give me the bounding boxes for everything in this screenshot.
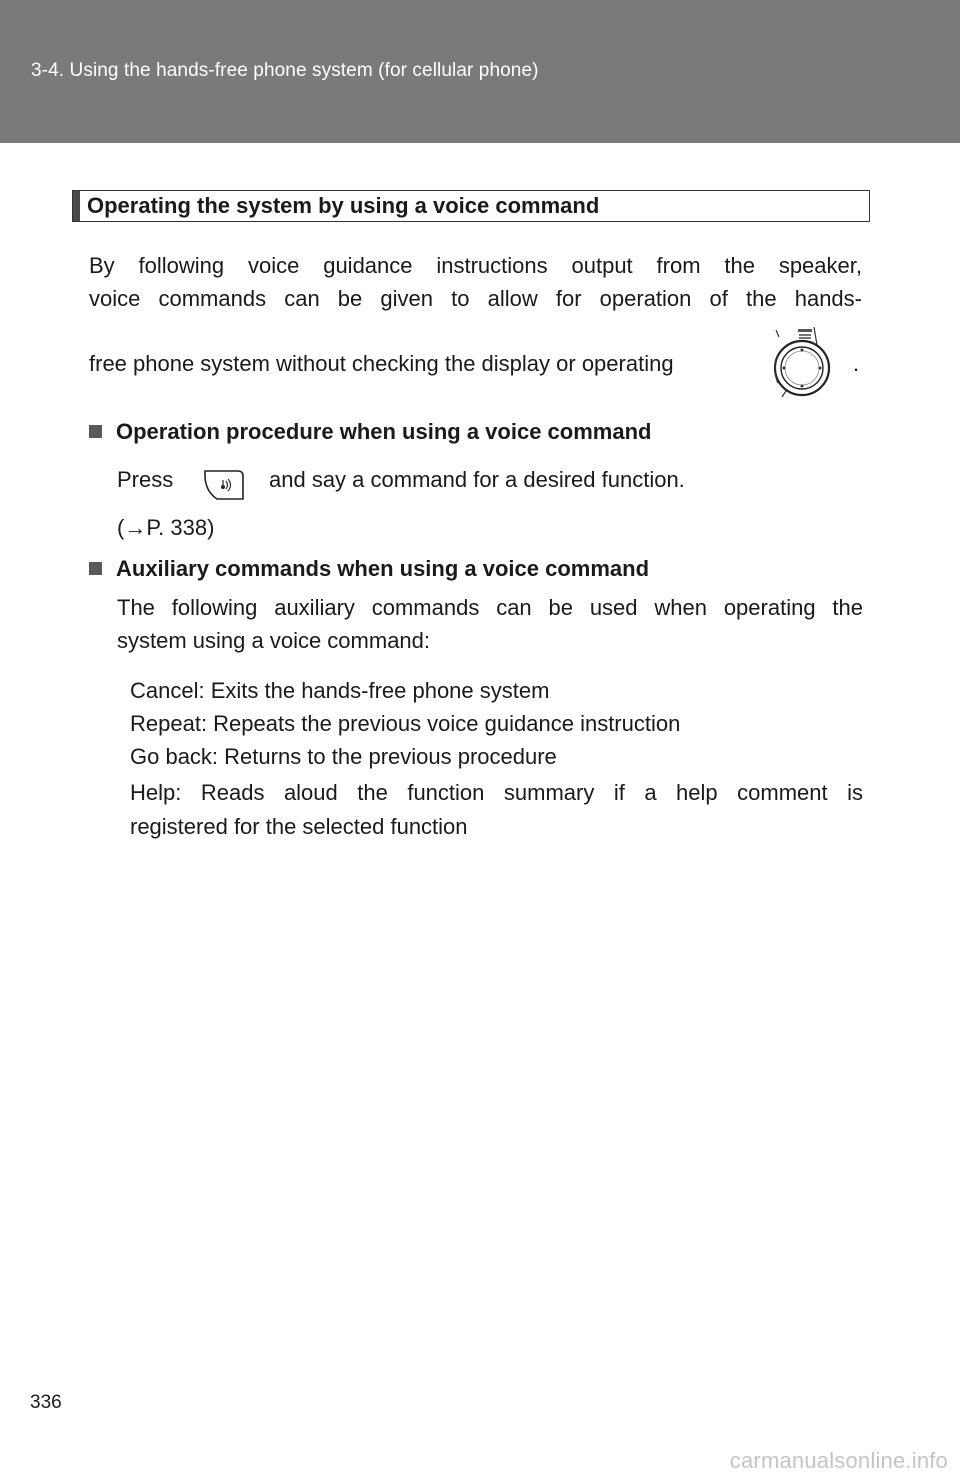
command-item-help-line-1: Help: Reads aloud the function summary if a help comment is: [130, 780, 863, 805]
command-item-go-back: Go back: Returns to the previous procedure: [130, 744, 557, 769]
press-instruction: and say a command for a desired function.: [269, 467, 685, 492]
page-reference: (→P. 338): [117, 515, 215, 540]
control-knob-icon: [772, 323, 834, 406]
square-bullet-icon: [89, 562, 102, 575]
press-label: Press: [117, 467, 174, 492]
intro-line-1: By following voice guidance instructions output from the speaker,: [89, 253, 862, 278]
section-title-box: [72, 190, 870, 222]
auxiliary-desc-line-1: The following auxiliary commands can be used when operating the: [117, 595, 863, 620]
auxiliary-desc-line-2: system using a voice command:: [117, 628, 431, 653]
intro-line-3-end: .: [853, 351, 860, 376]
intro-line-3: free phone system without checking the display or operating: [89, 351, 674, 376]
auxiliary-heading-text: Auxiliary commands when using a voice command: [116, 556, 650, 581]
command-item-repeat: Repeat: Repeats the previous voice guidance instruction: [130, 711, 681, 736]
intro-line-2: voice commands can be given to allow for operation of the hands-: [89, 286, 862, 311]
command-item-cancel: Cancel: Exits the hands-free phone system: [130, 678, 550, 703]
section-bar: [73, 191, 80, 221]
talk-switch-icon: [203, 469, 245, 506]
watermark: carmanualsonline.info: [729, 1448, 948, 1473]
square-bullet-icon: [89, 425, 102, 438]
page-header: [0, 0, 960, 143]
section-title: Operating the system by using a voice command: [87, 193, 600, 218]
procedure-heading: [89, 419, 651, 445]
procedure-heading-text: Operation procedure when using a voice command: [116, 419, 652, 444]
header-title: 3-4. Using the hands-free phone system (for cellular phone): [31, 60, 539, 81]
page-number: 336: [30, 1392, 62, 1413]
auxiliary-heading: [89, 556, 649, 582]
command-item-help-line-2: registered for the selected function: [130, 814, 468, 839]
